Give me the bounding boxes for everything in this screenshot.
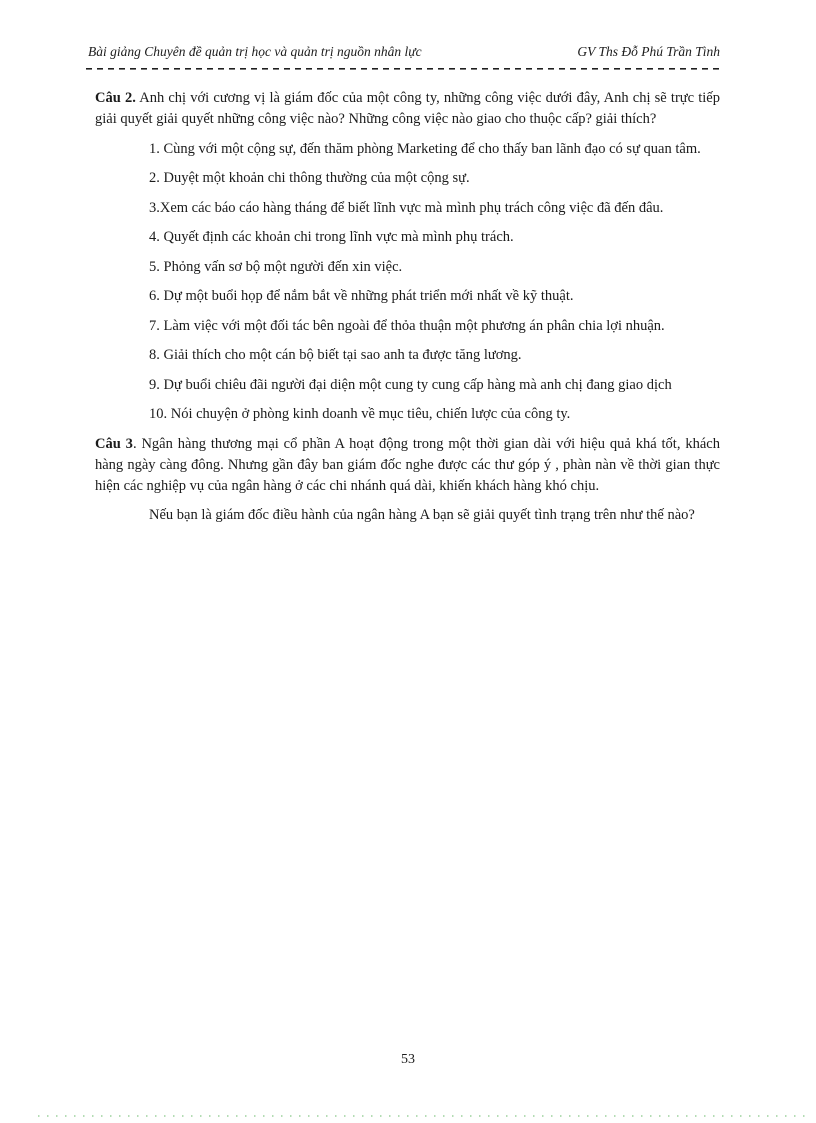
question-2-item-10: 10. Nói chuyện ở phòng kinh doanh về mục tiêu, chiến lược của công ty.: [149, 406, 571, 422]
question-2-paragraph: [95, 88, 720, 130]
header-dashed-rule: [86, 68, 722, 70]
question-2-item-8: 8. Giải thích cho một cán bộ biết tại sao anh ta được tăng lương.: [149, 347, 522, 363]
question-2-item-2: 2. Duyệt một khoản chi thông thường của một cộng sự.: [149, 170, 470, 186]
question-2-item-3: 3.Xem các báo cáo hàng tháng để biết lĩnh vực mà mình phụ trách công việc đã đến đâu.: [149, 199, 664, 216]
page-header: [88, 44, 720, 60]
question-2-item-9: 9. Dự buổi chiêu đãi người đại diện một cung ty cung cấp hàng mà anh chị đang giao dịch: [149, 376, 672, 393]
document-body: [95, 88, 720, 535]
question-3-label: Câu 3: [95, 435, 133, 452]
bottom-dotted-rule: [38, 1115, 807, 1118]
question-2-item-1: 1. Cùng với một cộng sự, đến thăm phòng Marketing để cho thấy ban lãnh đạo có sự quan tâm.: [149, 140, 701, 157]
question-3-followup: Nếu bạn là giám đốc điều hành của ngân hàng A bạn sẽ giải quyết tình trạng trên như thế nào?: [149, 507, 695, 523]
header-lecturer-name: GV Ths Đỗ Phú Trần Tình: [577, 44, 720, 59]
question-2-item-7: 7. Làm việc với một đối tác bên ngoài để thỏa thuận một phương án phân chia lợi nhuận.: [149, 317, 665, 334]
question-2-item-6: 6. Dự một buổi họp để nắm bắt về những phát triển mới nhất về kỹ thuật.: [149, 288, 574, 304]
question-2-intro-text: Anh chị với cương vị là giám đốc của một công ty, những công việc dưới đây, Anh chị sẽ trực tiếp giải quyết giải quyết những công việc nào? Những công việc nào giao cho thuộc cấp? giải thích?: [95, 90, 720, 127]
question-3-paragraph: [95, 434, 720, 497]
page-number: 53: [401, 1052, 415, 1067]
question-2-item-4: 4. Quyết định các khoản chi trong lĩnh vực mà mình phụ trách.: [149, 229, 514, 245]
question-2-item-5: 5. Phỏng vấn sơ bộ một người đến xin việc.: [149, 258, 403, 275]
question-2-label: Câu 2.: [95, 90, 136, 106]
header-course-title: Bài giảng Chuyên đề quản trị học và quản trị nguồn nhân lực: [88, 44, 422, 59]
question-3-intro-text: . Ngân hàng thương mại cổ phần A hoạt động trong một thời gian dài với hiệu quả khá tốt, khách hàng ngày càng đông. Nhưng gần đây ban giám đốc nghe được các thư góp ý , phàn nàn về thời gian thực hiện các nghiệp vụ của ngân hàng ở các chi nhánh quá dài, khiến khách hàng khó chịu.: [95, 435, 720, 494]
